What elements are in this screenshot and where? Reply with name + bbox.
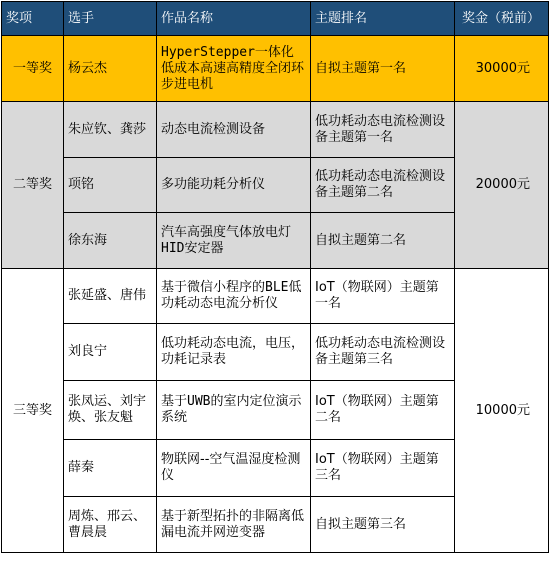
player-cell: 刘良宁 — [64, 324, 157, 381]
rank-cell: IoT（物联网）主题第一名 — [311, 269, 455, 324]
rank-cell: 自拟主题第一名 — [311, 36, 455, 102]
header-amount: 奖金（税前） — [455, 2, 549, 36]
rank-cell: 低功耗动态电流检测设备主题第一名 — [311, 102, 455, 158]
prize-cell-third: 三等奖 — [2, 269, 64, 553]
table-row — [2, 36, 549, 102]
rank-cell: 自拟主题第二名 — [311, 213, 455, 269]
header-work: 作品名称 — [157, 2, 311, 36]
rank-cell: 自拟主题第三名 — [311, 497, 455, 553]
work-cell: 汽车高强度气体放电灯HID安定器 — [157, 213, 311, 269]
player-cell: 朱应钦、龚莎 — [64, 102, 157, 158]
player-cell: 张凤运、刘宇焕、张友魁 — [64, 381, 157, 440]
prize-cell-second: 二等奖 — [2, 102, 64, 269]
rank-cell: IoT（物联网）主题第二名 — [311, 381, 455, 440]
work-cell: 基于微信小程序的BLE低功耗动态电流分析仪 — [157, 269, 311, 324]
player-cell: 项铭 — [64, 158, 157, 213]
work-cell: 动态电流检测设备 — [157, 102, 311, 158]
header-rank: 主题排名 — [311, 2, 455, 36]
rank-cell: IoT（物联网）主题第三名 — [311, 440, 455, 497]
work-cell: 多功能功耗分析仪 — [157, 158, 311, 213]
amount-cell-first: 30000元 — [455, 36, 549, 102]
work-cell: 基于新型拓扑的非隔离低漏电流并网逆变器 — [157, 497, 311, 553]
player-cell: 张延盛、唐伟 — [64, 269, 157, 324]
awards-table — [1, 1, 549, 553]
player-cell: 薛秦 — [64, 440, 157, 497]
rank-cell: 低功耗动态电流检测设备主题第二名 — [311, 158, 455, 213]
amount-cell-third: 10000元 — [455, 269, 549, 553]
player-cell: 徐东海 — [64, 213, 157, 269]
player-cell: 周炼、邢云、曹晨晨 — [64, 497, 157, 553]
amount-cell-second: 20000元 — [455, 102, 549, 269]
work-cell: 基于UWB的室内定位演示系统 — [157, 381, 311, 440]
header-row — [2, 2, 549, 36]
work-cell: HyperStepper一体化低成本高速高精度全闭环步进电机 — [157, 36, 311, 102]
prize-cell-first: 一等奖 — [2, 36, 64, 102]
work-cell: 物联网--空气温湿度检测仪 — [157, 440, 311, 497]
player-cell: 杨云杰 — [64, 36, 157, 102]
table-row — [2, 102, 549, 158]
header-player: 选手 — [64, 2, 157, 36]
work-cell: 低功耗动态电流，电压，功耗记录表 — [157, 324, 311, 381]
table-row — [2, 269, 549, 324]
header-prize: 奖项 — [2, 2, 64, 36]
rank-cell: 低功耗动态电流检测设备主题第三名 — [311, 324, 455, 381]
